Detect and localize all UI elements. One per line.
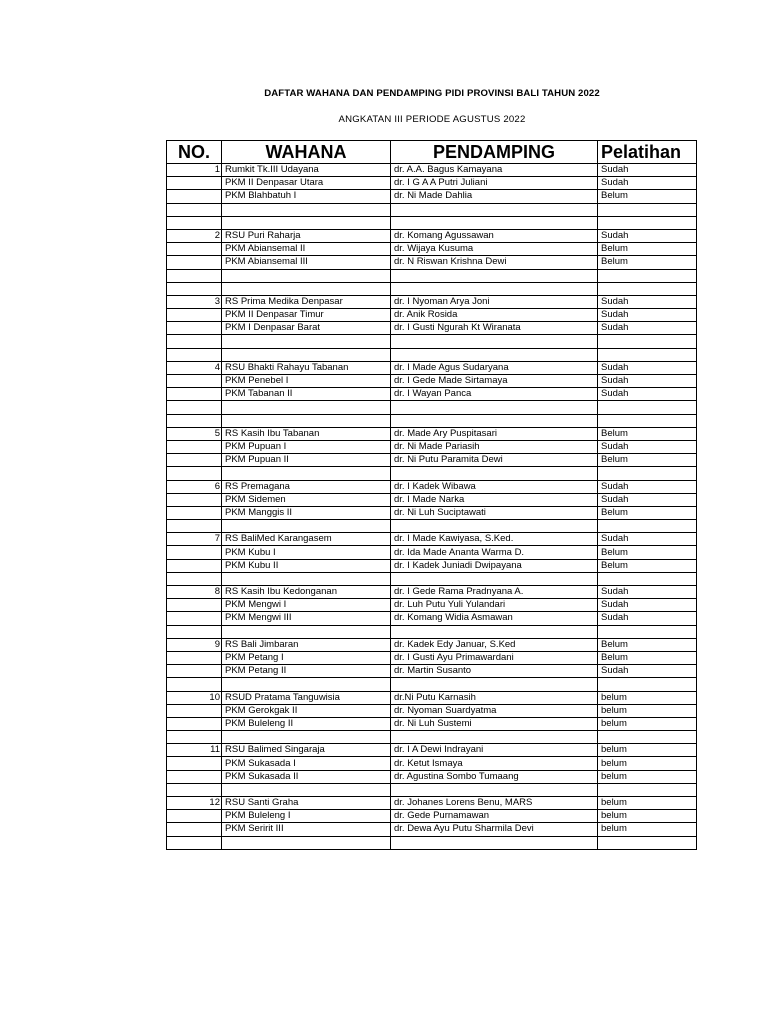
table-row: [167, 665, 697, 678]
cell-no: [167, 810, 222, 823]
empty-cell: [167, 731, 222, 744]
cell-pelatihan: Sudah: [598, 612, 697, 625]
cell-no: 8: [167, 586, 222, 599]
empty-row: [167, 269, 697, 282]
cell-pendamping: dr. Ida Made Ananta Warma D.: [391, 546, 598, 559]
empty-cell: [391, 678, 598, 691]
cell-pelatihan: Sudah: [598, 322, 697, 335]
empty-row: [167, 678, 697, 691]
empty-cell: [222, 269, 391, 282]
cell-wahana: PKM Blahbatuh I: [222, 190, 391, 203]
cell-pelatihan: Sudah: [598, 599, 697, 612]
empty-cell: [167, 414, 222, 427]
cell-pelatihan: belum: [598, 691, 697, 704]
cell-pelatihan: Sudah: [598, 361, 697, 374]
cell-no: [167, 256, 222, 269]
empty-cell: [222, 678, 391, 691]
empty-cell: [391, 414, 598, 427]
cell-pendamping: dr. I Kadek Wibawa: [391, 480, 598, 493]
empty-cell: [167, 467, 222, 480]
table-row: [167, 229, 697, 242]
empty-cell: [598, 572, 697, 585]
cell-wahana: PKM Mengwi III: [222, 612, 391, 625]
empty-cell: [391, 625, 598, 638]
cell-pendamping: dr. I Made Narka: [391, 493, 598, 506]
cell-pelatihan: Sudah: [598, 295, 697, 308]
cell-pendamping: dr. I G A A Putri Juliani: [391, 177, 598, 190]
cell-no: [167, 454, 222, 467]
table-row: [167, 493, 697, 506]
empty-row: [167, 282, 697, 295]
cell-pelatihan: belum: [598, 717, 697, 730]
cell-wahana: PKM Sidemen: [222, 493, 391, 506]
cell-pendamping: dr. Wijaya Kusuma: [391, 243, 598, 256]
cell-no: [167, 388, 222, 401]
cell-no: 4: [167, 361, 222, 374]
empty-cell: [167, 783, 222, 796]
empty-row: [167, 414, 697, 427]
cell-pelatihan: Sudah: [598, 375, 697, 388]
cell-pelatihan: Belum: [598, 506, 697, 519]
cell-wahana: RS Premagana: [222, 480, 391, 493]
cell-wahana: PKM Pupuan I: [222, 440, 391, 453]
empty-cell: [391, 216, 598, 229]
table-row: [167, 243, 697, 256]
cell-pendamping: dr. I Gusti Ayu Primawardani: [391, 651, 598, 664]
cell-pendamping: dr. Ni Luh Sustemi: [391, 717, 598, 730]
empty-cell: [598, 836, 697, 849]
empty-cell: [598, 731, 697, 744]
empty-cell: [598, 414, 697, 427]
cell-pelatihan: Belum: [598, 243, 697, 256]
cell-wahana: PKM Kubu II: [222, 559, 391, 572]
table-row: [167, 388, 697, 401]
cell-no: 2: [167, 229, 222, 242]
empty-cell: [598, 783, 697, 796]
empty-cell: [167, 216, 222, 229]
cell-no: 3: [167, 295, 222, 308]
empty-cell: [222, 348, 391, 361]
cell-pelatihan: Sudah: [598, 533, 697, 546]
table-row: [167, 440, 697, 453]
empty-row: [167, 203, 697, 216]
cell-pendamping: dr. Komang Agussawan: [391, 229, 598, 242]
cell-no: [167, 757, 222, 770]
empty-cell: [598, 467, 697, 480]
empty-cell: [598, 348, 697, 361]
cell-wahana: RS Kasih Ibu Tabanan: [222, 427, 391, 440]
empty-cell: [167, 572, 222, 585]
cell-wahana: RS BaliMed Karangasem: [222, 533, 391, 546]
empty-row: [167, 348, 697, 361]
table-row: [167, 638, 697, 651]
cell-no: [167, 770, 222, 783]
cell-pendamping: dr. Nyoman Suardyatma: [391, 704, 598, 717]
empty-cell: [598, 282, 697, 295]
empty-cell: [598, 625, 697, 638]
cell-wahana: PKM Sukasada II: [222, 770, 391, 783]
cell-pendamping: dr. Dewa Ayu Putu Sharmila Devi: [391, 823, 598, 836]
table-header-row: [167, 141, 697, 164]
cell-pelatihan: Belum: [598, 559, 697, 572]
cell-pelatihan: Sudah: [598, 586, 697, 599]
cell-wahana: RS Prima Medika Denpasar: [222, 295, 391, 308]
cell-no: [167, 375, 222, 388]
empty-cell: [598, 401, 697, 414]
empty-cell: [391, 203, 598, 216]
table-row: [167, 375, 697, 388]
cell-pelatihan: belum: [598, 823, 697, 836]
header-pendamping: PENDAMPING: [391, 141, 598, 164]
cell-pendamping: dr. I Gede Rama Pradnyana A.: [391, 586, 598, 599]
cell-no: [167, 309, 222, 322]
table-row: [167, 704, 697, 717]
empty-cell: [391, 401, 598, 414]
cell-pendamping: dr. I A Dewi Indrayani: [391, 744, 598, 757]
cell-pelatihan: Sudah: [598, 440, 697, 453]
table-row: [167, 309, 697, 322]
cell-pendamping: dr. N Riswan Krishna Dewi: [391, 256, 598, 269]
table-row: [167, 599, 697, 612]
cell-no: 11: [167, 744, 222, 757]
cell-no: [167, 493, 222, 506]
cell-pendamping: dr. I Gusti Ngurah Kt Wiranata: [391, 322, 598, 335]
cell-no: [167, 665, 222, 678]
table-row: [167, 480, 697, 493]
cell-wahana: PKM Buleleng I: [222, 810, 391, 823]
cell-no: 7: [167, 533, 222, 546]
empty-cell: [391, 269, 598, 282]
empty-cell: [222, 335, 391, 348]
cell-no: [167, 599, 222, 612]
empty-cell: [222, 216, 391, 229]
cell-pelatihan: belum: [598, 704, 697, 717]
table-row: [167, 164, 697, 177]
cell-no: 5: [167, 427, 222, 440]
table-row: [167, 427, 697, 440]
cell-pendamping: dr. I Made Agus Sudaryana: [391, 361, 598, 374]
empty-cell: [391, 520, 598, 533]
cell-no: [167, 717, 222, 730]
table-row: [167, 717, 697, 730]
empty-cell: [167, 282, 222, 295]
header-pelatihan: Pelatihan: [598, 141, 697, 164]
cell-pendamping: dr. Komang Widia Asmawan: [391, 612, 598, 625]
cell-pendamping: dr. A.A. Bagus Kamayana: [391, 164, 598, 177]
cell-wahana: PKM Tabanan II: [222, 388, 391, 401]
cell-no: [167, 322, 222, 335]
cell-pelatihan: Belum: [598, 638, 697, 651]
empty-row: [167, 401, 697, 414]
cell-pelatihan: belum: [598, 810, 697, 823]
cell-pendamping: dr. Martin Susanto: [391, 665, 598, 678]
cell-pendamping: dr. Ni Luh Suciptawati: [391, 506, 598, 519]
header-wahana: WAHANA: [222, 141, 391, 164]
cell-wahana: RSU Bhakti Rahayu Tabanan: [222, 361, 391, 374]
cell-wahana: PKM I Denpasar Barat: [222, 322, 391, 335]
cell-pelatihan: Sudah: [598, 309, 697, 322]
empty-cell: [222, 836, 391, 849]
cell-pelatihan: belum: [598, 770, 697, 783]
cell-pendamping: dr. I Kadek Juniadi Dwipayana: [391, 559, 598, 572]
table-row: [167, 322, 697, 335]
cell-no: 10: [167, 691, 222, 704]
empty-row: [167, 836, 697, 849]
cell-no: [167, 823, 222, 836]
empty-cell: [391, 467, 598, 480]
cell-pendamping: dr. I Made Kawiyasa, S.Ked.: [391, 533, 598, 546]
table-row: [167, 823, 697, 836]
cell-wahana: PKM Mengwi I: [222, 599, 391, 612]
cell-pelatihan: Sudah: [598, 388, 697, 401]
empty-cell: [222, 625, 391, 638]
empty-cell: [167, 335, 222, 348]
empty-cell: [222, 572, 391, 585]
cell-pendamping: dr. Made Ary Puspitasari: [391, 427, 598, 440]
empty-cell: [167, 625, 222, 638]
wahana-table: [166, 140, 697, 850]
empty-cell: [391, 572, 598, 585]
cell-pelatihan: Sudah: [598, 480, 697, 493]
table-row: [167, 546, 697, 559]
cell-pelatihan: Belum: [598, 651, 697, 664]
cell-pelatihan: belum: [598, 757, 697, 770]
cell-wahana: PKM Sukasada I: [222, 757, 391, 770]
cell-wahana: RSU Puri Raharja: [222, 229, 391, 242]
empty-cell: [222, 520, 391, 533]
table-row: [167, 651, 697, 664]
cell-no: [167, 612, 222, 625]
cell-pendamping: dr. Johanes Lorens Benu, MARS: [391, 797, 598, 810]
empty-cell: [598, 269, 697, 282]
empty-cell: [391, 348, 598, 361]
cell-no: 12: [167, 797, 222, 810]
cell-no: [167, 243, 222, 256]
table-row: [167, 586, 697, 599]
cell-no: [167, 651, 222, 664]
cell-wahana: RSUD Pratama Tanguwisia: [222, 691, 391, 704]
table-row: [167, 810, 697, 823]
table-row: [167, 190, 697, 203]
table-row: [167, 770, 697, 783]
document-subtitle: ANGKATAN III PERIODE AGUSTUS 2022: [338, 114, 526, 125]
empty-cell: [391, 731, 598, 744]
cell-no: [167, 559, 222, 572]
empty-row: [167, 572, 697, 585]
cell-no: [167, 704, 222, 717]
empty-cell: [391, 335, 598, 348]
table-row: [167, 177, 697, 190]
cell-no: [167, 177, 222, 190]
cell-wahana: PKM Abiansemal II: [222, 243, 391, 256]
table-row: [167, 361, 697, 374]
cell-pelatihan: Belum: [598, 546, 697, 559]
document-title: DAFTAR WAHANA DAN PENDAMPING PIDI PROVINSI BALI TAHUN 2022: [264, 88, 600, 99]
empty-row: [167, 335, 697, 348]
cell-wahana: PKM Petang II: [222, 665, 391, 678]
cell-pendamping: dr. I Gede Made Sirtamaya: [391, 375, 598, 388]
header-no: NO.: [167, 141, 222, 164]
cell-wahana: PKM Manggis II: [222, 506, 391, 519]
table-body: [167, 164, 697, 850]
cell-wahana: PKM II Denpasar Utara: [222, 177, 391, 190]
cell-pelatihan: Belum: [598, 256, 697, 269]
cell-pelatihan: Belum: [598, 427, 697, 440]
cell-wahana: PKM Buleleng II: [222, 717, 391, 730]
cell-wahana: PKM Penebel I: [222, 375, 391, 388]
empty-cell: [222, 731, 391, 744]
empty-cell: [222, 783, 391, 796]
empty-cell: [167, 348, 222, 361]
cell-no: 6: [167, 480, 222, 493]
empty-row: [167, 520, 697, 533]
empty-cell: [167, 269, 222, 282]
empty-row: [167, 467, 697, 480]
cell-pelatihan: belum: [598, 744, 697, 757]
empty-cell: [167, 203, 222, 216]
cell-pelatihan: belum: [598, 797, 697, 810]
cell-wahana: PKM Gerokgak II: [222, 704, 391, 717]
table-row: [167, 757, 697, 770]
cell-no: [167, 440, 222, 453]
empty-cell: [598, 216, 697, 229]
cell-no: 9: [167, 638, 222, 651]
empty-cell: [167, 678, 222, 691]
cell-pendamping: dr. Anik Rosida: [391, 309, 598, 322]
table-row: [167, 506, 697, 519]
cell-wahana: PKM Seririt III: [222, 823, 391, 836]
cell-pelatihan: Sudah: [598, 493, 697, 506]
cell-no: [167, 190, 222, 203]
empty-cell: [222, 401, 391, 414]
empty-row: [167, 216, 697, 229]
table-row: [167, 612, 697, 625]
empty-cell: [167, 401, 222, 414]
empty-cell: [167, 520, 222, 533]
cell-pendamping: dr.Ni Putu Karnasih: [391, 691, 598, 704]
cell-wahana: PKM Kubu I: [222, 546, 391, 559]
cell-wahana: PKM Abiansemal III: [222, 256, 391, 269]
cell-no: [167, 546, 222, 559]
cell-wahana: PKM Pupuan II: [222, 454, 391, 467]
empty-cell: [391, 783, 598, 796]
empty-cell: [222, 203, 391, 216]
cell-wahana: PKM II Denpasar Timur: [222, 309, 391, 322]
table-row: [167, 691, 697, 704]
cell-wahana: Rumkit Tk.III Udayana: [222, 164, 391, 177]
cell-pendamping: dr. Ni Made Pariasih: [391, 440, 598, 453]
cell-pendamping: dr. Ketut Ismaya: [391, 757, 598, 770]
cell-wahana: RSU Santi Graha: [222, 797, 391, 810]
cell-wahana: RS Bali Jimbaran: [222, 638, 391, 651]
table-row: [167, 295, 697, 308]
cell-wahana: RS Kasih Ibu Kedonganan: [222, 586, 391, 599]
cell-pelatihan: Belum: [598, 454, 697, 467]
empty-cell: [598, 203, 697, 216]
table-row: [167, 744, 697, 757]
cell-pelatihan: Sudah: [598, 164, 697, 177]
empty-row: [167, 783, 697, 796]
cell-pendamping: dr. I Wayan Panca: [391, 388, 598, 401]
table-row: [167, 559, 697, 572]
cell-pendamping: dr. Kadek Edy Januar, S.Ked: [391, 638, 598, 651]
cell-wahana: PKM Petang I: [222, 651, 391, 664]
cell-no: [167, 506, 222, 519]
empty-cell: [391, 836, 598, 849]
cell-no: 1: [167, 164, 222, 177]
cell-pelatihan: Sudah: [598, 177, 697, 190]
empty-cell: [222, 467, 391, 480]
cell-pendamping: dr. Luh Putu Yuli Yulandari: [391, 599, 598, 612]
empty-cell: [598, 520, 697, 533]
cell-pendamping: dr. Gede Purnamawan: [391, 810, 598, 823]
cell-pelatihan: Sudah: [598, 665, 697, 678]
empty-row: [167, 731, 697, 744]
table-row: [167, 533, 697, 546]
empty-cell: [222, 414, 391, 427]
cell-wahana: RSU Balimed Singaraja: [222, 744, 391, 757]
cell-pendamping: dr. I Nyoman Arya Joni: [391, 295, 598, 308]
cell-pendamping: dr. Ni Made Dahlia: [391, 190, 598, 203]
empty-cell: [222, 282, 391, 295]
cell-pendamping: dr. Ni Putu Paramita Dewi: [391, 454, 598, 467]
empty-row: [167, 625, 697, 638]
cell-pendamping: dr. Agustina Sombo Tumaang: [391, 770, 598, 783]
cell-pelatihan: Sudah: [598, 229, 697, 242]
empty-cell: [391, 282, 598, 295]
cell-pelatihan: Belum: [598, 190, 697, 203]
table-row: [167, 256, 697, 269]
empty-cell: [598, 678, 697, 691]
empty-cell: [598, 335, 697, 348]
empty-cell: [167, 836, 222, 849]
table-row: [167, 454, 697, 467]
table-row: [167, 797, 697, 810]
